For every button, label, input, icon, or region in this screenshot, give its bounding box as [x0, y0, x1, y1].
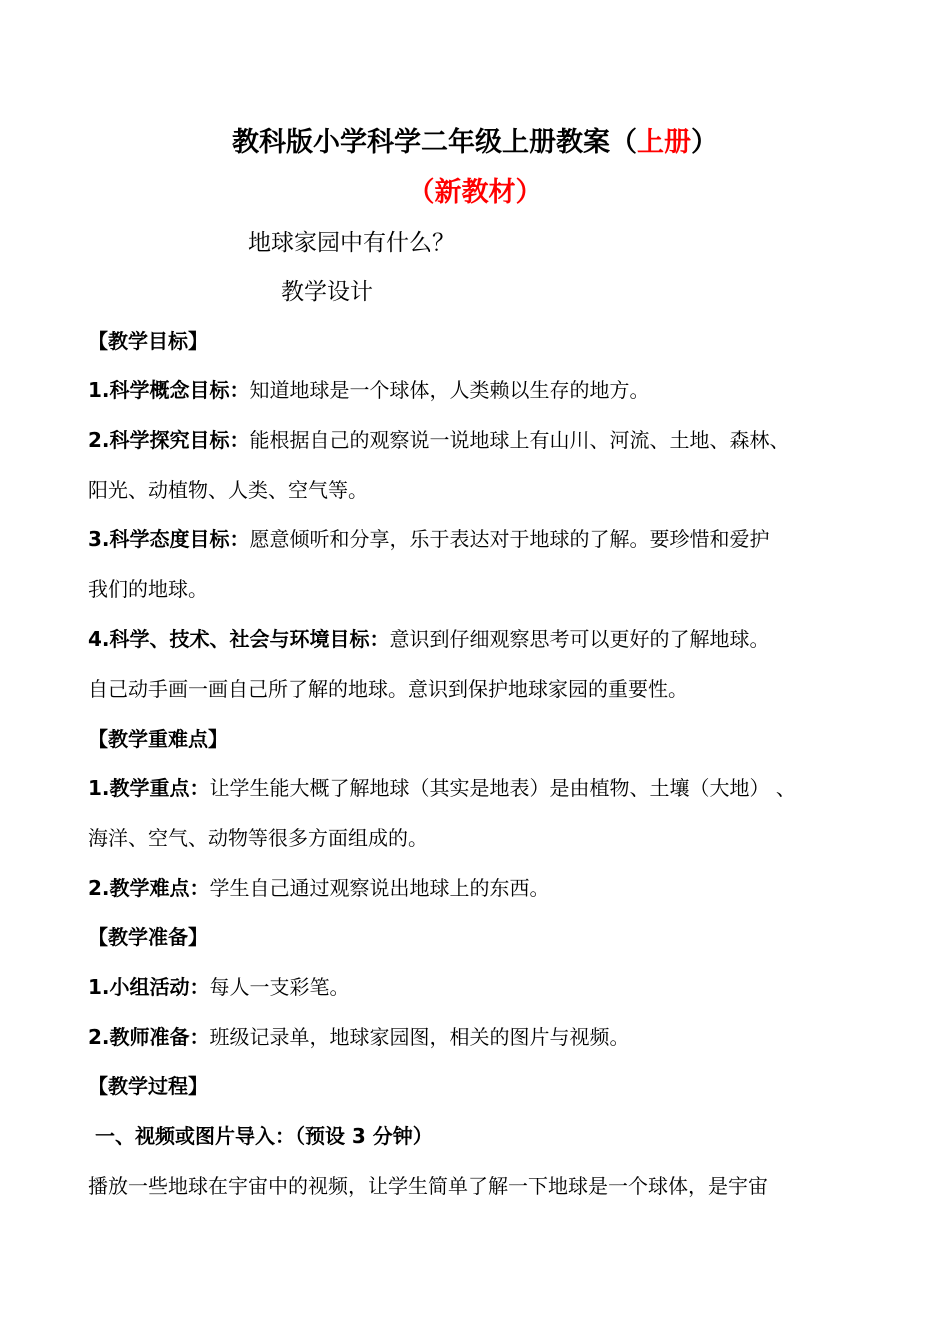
preparation-item-1 — [88, 972, 350, 1002]
section-keypoints-heading: 【教学重难点】 — [88, 727, 228, 751]
keypoint-item-1-continued: 海洋、空气、动物等很多方面组成的。 — [88, 826, 428, 850]
section-preparation-heading: 【教学准备】 — [88, 925, 208, 949]
process-step-1-text: 播放一些地球在宇宙中的视频，让学生简单了解一下地球是一个球体，是宇宙 — [88, 1174, 768, 1198]
lesson-subtitle: 教学设计 — [281, 279, 373, 305]
goal-item-2 — [88, 425, 790, 455]
goal-item-3 — [88, 524, 770, 554]
keypoint-item-2-label: 2.教学难点： — [88, 876, 210, 900]
keypoint-item-1 — [88, 773, 796, 803]
process-step-1: 一、视频或图片导入：（预设 3 分钟） — [88, 1124, 433, 1148]
goal-item-2-text: 能根据自己的观察说一说地球上有山川、河流、土地、森林、 — [249, 428, 790, 452]
goal-item-1-text: 知道地球是一个球体，人类赖以生存的地方。 — [249, 378, 650, 402]
keypoint-item-2 — [88, 873, 550, 903]
preparation-item-2 — [88, 1022, 630, 1052]
preparation-item-2-text: 班级记录单，地球家园图，相关的图片与视频。 — [209, 1025, 630, 1049]
preparation-item-1-text: 每人一支彩笔。 — [209, 975, 350, 999]
preparation-item-2-label: 2.教师准备： — [88, 1025, 210, 1049]
document-title — [0, 123, 950, 163]
goal-item-3-text: 愿意倾听和分享，乐于表达对于地球的了解。要珍惜和爱护 — [249, 527, 770, 551]
section-goals-heading: 【教学目标】 — [88, 329, 208, 353]
goal-item-4-label: 4.科学、技术、社会与环境目标： — [88, 627, 390, 651]
keypoint-item-1-text: 让学生能大概了解地球（其实是地表）是由植物、土壤（大地） 、 — [209, 776, 796, 800]
goal-item-4-continued: 自己动手画一画自己所了解的地球。意识到保护地球家园的重要性。 — [88, 677, 688, 701]
keypoint-item-2-text: 学生自己通过观察说出地球上的东西。 — [209, 876, 550, 900]
title-close: ） — [691, 127, 718, 158]
goal-item-3-continued: 我们的地球。 — [88, 577, 208, 601]
document-subtitle: （新教材） — [407, 177, 543, 208]
goal-item-1 — [88, 375, 650, 405]
goal-item-1-label: 1.科学概念目标： — [88, 378, 250, 402]
goal-item-2-continued: 阳光、动植物、人类、空气等。 — [88, 478, 368, 502]
title-volume: 上册 — [637, 127, 691, 158]
lesson-title: 地球家园中有什么？ — [248, 230, 455, 256]
keypoint-item-1-label: 1.教学重点： — [88, 776, 210, 800]
goal-item-3-label: 3.科学态度目标： — [88, 527, 250, 551]
goal-item-2-label: 2.科学探究目标： — [88, 428, 250, 452]
preparation-item-1-label: 1.小组活动： — [88, 975, 210, 999]
goal-item-4 — [88, 624, 770, 654]
section-process-heading: 【教学过程】 — [88, 1074, 208, 1098]
title-main: 教科版小学科学二年级上册教案（ — [232, 127, 637, 158]
goal-item-4-text: 意识到仔细观察思考可以更好的了解地球。 — [389, 627, 770, 651]
